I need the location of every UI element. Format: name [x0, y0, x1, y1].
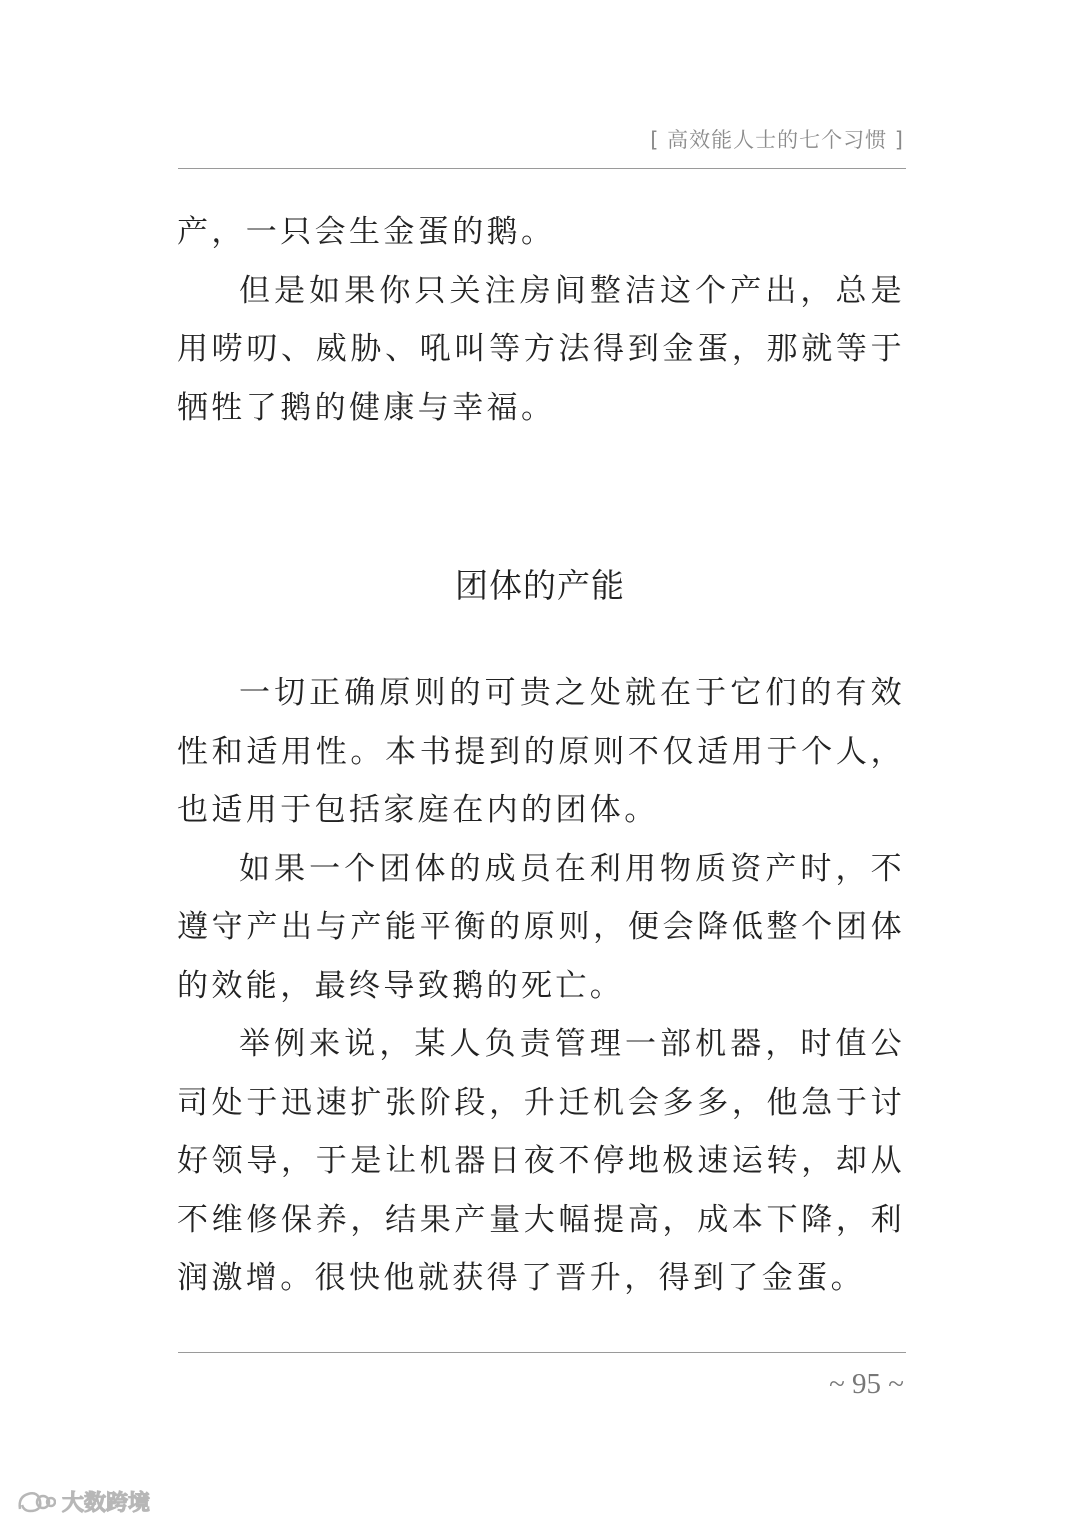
footer-rule [178, 1352, 906, 1353]
brand-logo-icon [16, 1489, 56, 1515]
paragraph: 但是如果你只关注房间整洁这个产出，总是用唠叨、威胁、吼叫等方法得到金蛋，那就等于牺牲了鹅的健康与幸福。 [177, 272, 905, 426]
watermark [16, 1486, 150, 1517]
paragraph: 产，一只会生金蛋的鹅。 [177, 214, 556, 250]
paragraph: 如果一个团体的成员在利用物质资产时，不遵守产出与产能平衡的原则，便会降低整个团体的效能，最终导致鹅的死亡。 [177, 850, 905, 1004]
paragraph: 举例来说，某人负责管理一部机器，时值公司处于迅速扩张阶段，升迁机会多多，他急于讨好领导，于是让机器日夜不停地极速运转，却从不维修保养，结果产量大幅提高，成本下降，利润激增。很快他就获得了晋升，得到了金蛋。 [177, 1026, 905, 1296]
text-block-bottom [177, 664, 905, 1308]
header-rule [178, 168, 906, 169]
page-number: ~ 95 ~ [829, 1368, 904, 1400]
text-block-top [177, 203, 905, 437]
paragraph: 一切正确原则的可贵之处就在于它们的有效性和适用性。本书提到的原则不仅适用于个人，也适用于包括家庭在内的团体。 [177, 675, 905, 828]
section-title: 团体的产能 [455, 566, 625, 605]
running-header: [ 高效能人士的七个习惯 ] [650, 128, 904, 152]
watermark-text: 大数跨境 [62, 1491, 151, 1516]
